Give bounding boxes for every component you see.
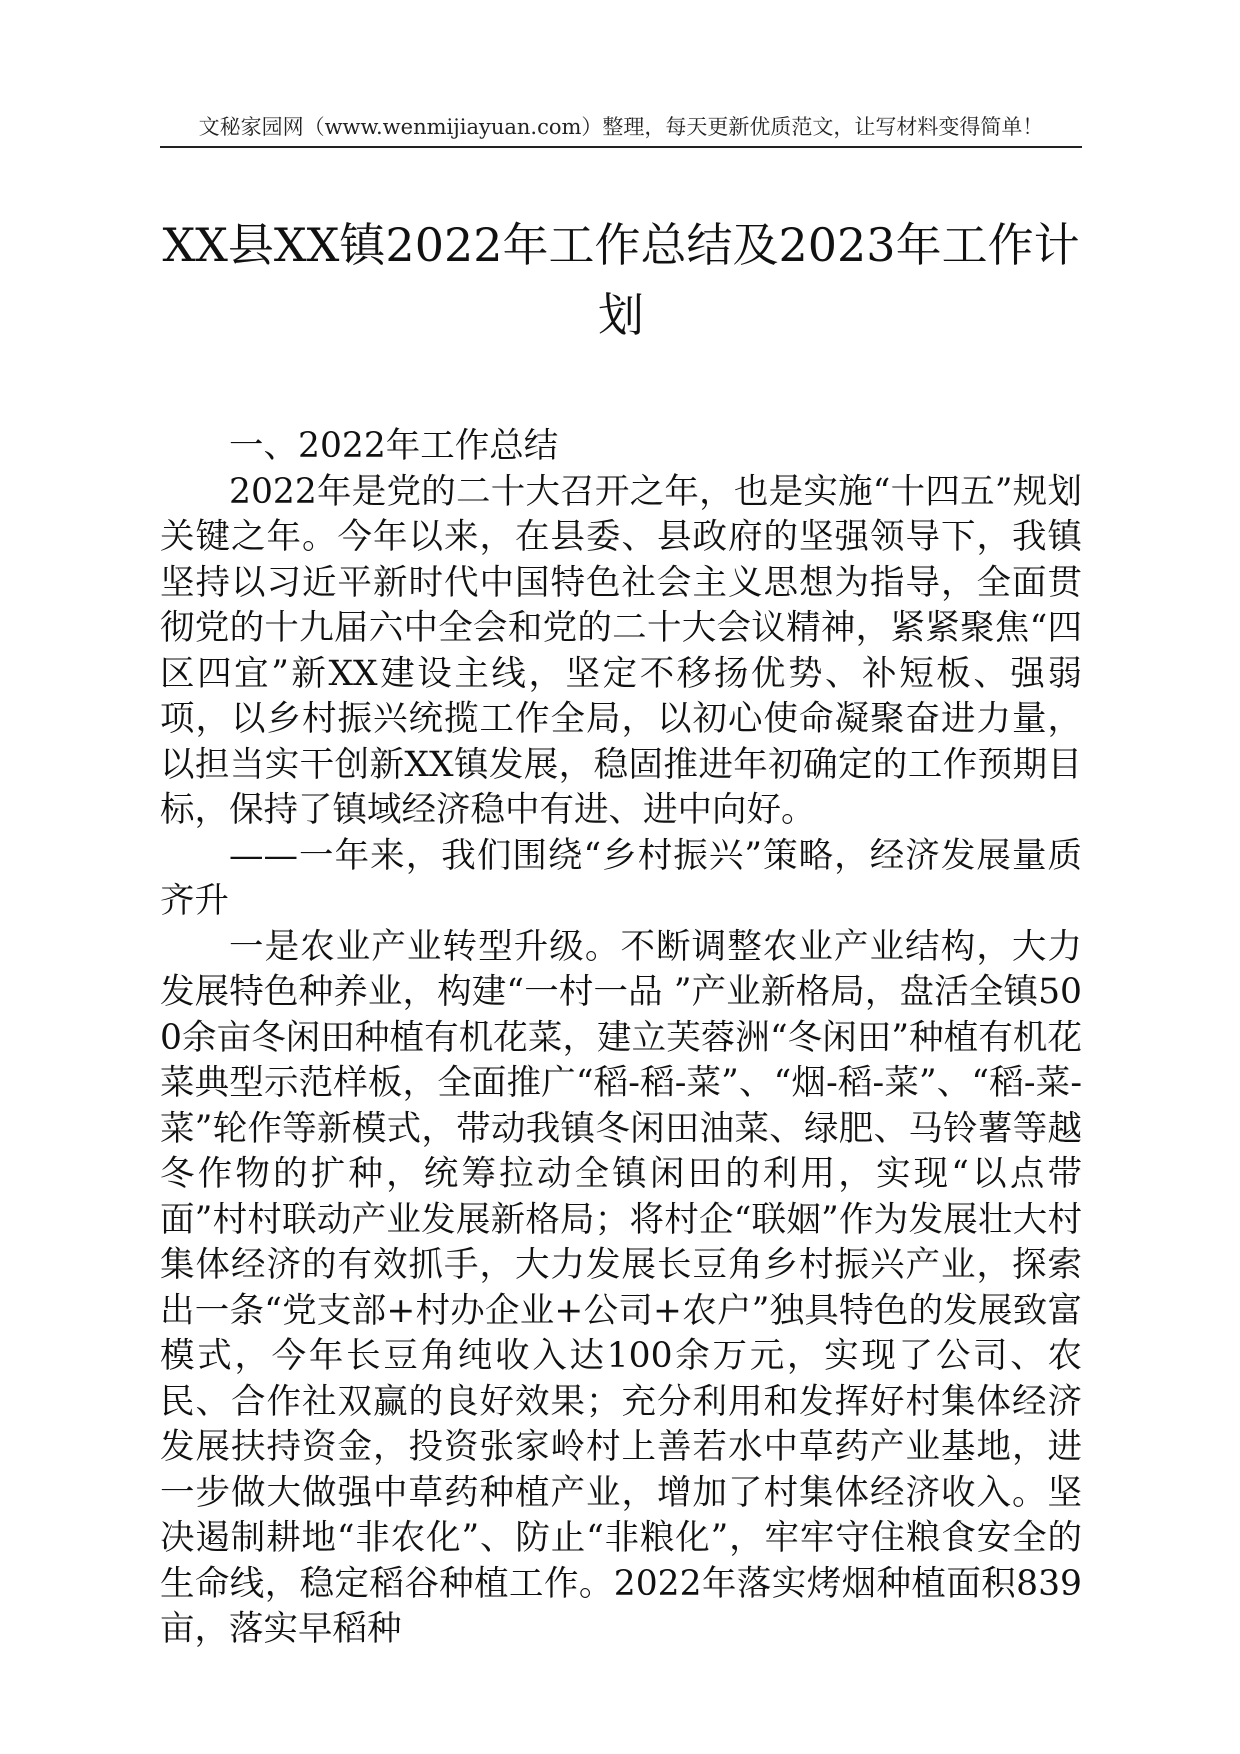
document-body [160,424,1082,1653]
body-paragraph: 一是农业产业转型升级。不断调整农业产业结构，大力发展特色种养业，构建“一村一品 ”产业新格局，盘活全镇500余亩冬闲田种植有机花菜，建立芙蓉洲“冬闲田”种植有机花菜典型示范样板，全面推广“稻-稻-菜”、“烟-稻-菜”、“稻-菜-菜”轮作等新模式，带动我镇冬闲田油菜、绿肥、马铃薯等越冬作物的扩种，统筹拉动全镇闲田的利用，实现“以点带面”村村联动产业发展新格局；将村企“联姻”作为发展壮大村集体经济的有效抓手，大力发展长豆角乡村振兴产业，探索出一条“党支部+村办企业+公司+农户”独具特色的发展致富模式，今年长豆角纯收入达100余万元，实现了公司、农民、合作社双赢的良好效果；充分利用和发挥好村集体经济发展扶持资金，投资张家岭村上善若水中草药产业基地，进一步做大做强中草药种植产业，增加了村集体经济收入。坚决遏制耕地“非农化”、防止“非粮化”，牢牢守住粮食安全的生命线，稳定稻谷种植工作。2022年落实烤烟种植面积839亩，落实早稻种 [160,926,1082,1649]
subsection-heading: ——一年来，我们围绕“乡村振兴”策略，经济发展量质齐升 [160,835,1082,921]
page-header: 文秘家园网（www.wenmijiayuan.com）整理，每天更新优质范文，让写材料变得简单！ [198,115,1044,139]
section-heading: 一、2022年工作总结 [229,426,559,466]
document-title: XX县XX镇2022年工作总结及2023年工作计划 [162,218,1080,342]
body-paragraph: 2022年是党的二十大召开之年，也是实施“十四五”规划关键之年。今年以来，在县委、县政府的坚强领导下，我镇坚持以习近平新时代中国特色社会主义思想为指导，全面贯彻党的十九届六中全会和党的二十大会议精神，紧紧聚焦“四区四宜”新XX建设主线，坚定不移扬优势、补短板、强弱项，以乡村振兴统揽工作全局，以初心使命凝聚奋进力量，以担当实干创新XX镇发展，稳固推进年初确定的工作预期目标，保持了镇域经济稳中有进、进中向好。 [160,471,1082,830]
header-divider [160,146,1082,148]
